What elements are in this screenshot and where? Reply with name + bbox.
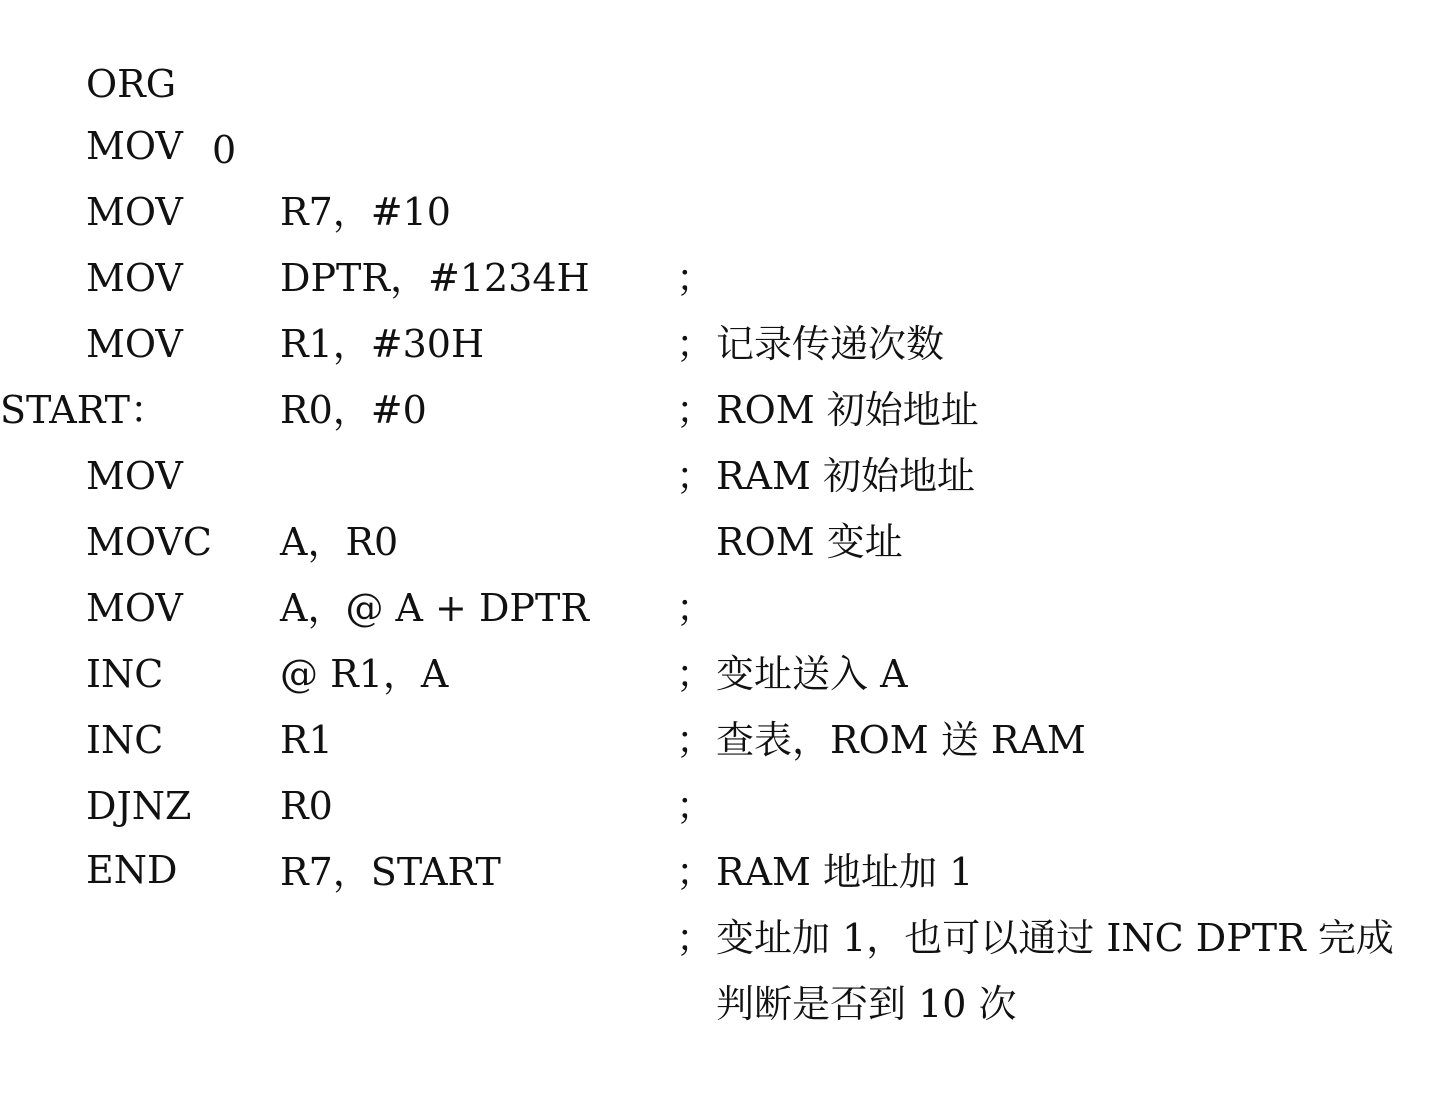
code-comment: 变址加 1，也可以通过 INC DPTR 完成 xyxy=(716,916,1394,960)
directive-mnemonic: ORG xyxy=(86,62,177,106)
instruction-operands: R7，#10 xyxy=(280,190,451,234)
comment-delimiter: ； xyxy=(676,322,715,366)
comment-delimiter: ； xyxy=(676,718,715,762)
instruction-mnemonic: MOV xyxy=(86,124,183,168)
code-comment: RAM 地址加 1 xyxy=(716,850,974,894)
instruction-mnemonic: MOV xyxy=(86,322,183,366)
instruction-operands: A，@ A + DPTR xyxy=(280,586,589,630)
comment-delimiter: ； xyxy=(676,586,715,630)
instruction-mnemonic: MOV xyxy=(86,190,183,234)
directive-operand: 0 xyxy=(212,128,237,172)
comment-delimiter: ； xyxy=(676,388,715,432)
comment-delimiter: ； xyxy=(676,454,715,498)
instruction-mnemonic: MOVC xyxy=(86,520,212,564)
code-comment: 查表，ROM 送 RAM xyxy=(716,718,1086,762)
instruction-operands: R1，#30H xyxy=(280,322,485,366)
code-comment: 判断是否到 10 次 xyxy=(716,982,1017,1026)
comment-delimiter: ； xyxy=(676,916,715,960)
instruction-operands: R1 xyxy=(280,718,333,762)
comment-delimiter: ； xyxy=(676,652,715,696)
comment-delimiter: ； xyxy=(676,256,715,300)
instruction-operands: R7，START xyxy=(280,850,501,894)
instruction-mnemonic: INC xyxy=(86,718,164,762)
directive-mnemonic: END xyxy=(86,848,178,892)
instruction-mnemonic: MOV xyxy=(86,256,183,300)
instruction-mnemonic: INC xyxy=(86,652,164,696)
code-label: START： xyxy=(0,388,169,432)
instruction-operands: R0，#0 xyxy=(280,388,427,432)
instruction-operands: @ R1，A xyxy=(280,652,449,696)
comment-delimiter: ； xyxy=(676,784,715,828)
instruction-operands: A，R0 xyxy=(280,520,399,564)
code-comment: 变址送入 A xyxy=(716,652,908,696)
comment-delimiter: ； xyxy=(676,850,715,894)
code-comment: 记录传递次数 xyxy=(716,322,945,366)
code-comment: RAM 初始地址 xyxy=(716,454,976,498)
code-comment: ROM 初始地址 xyxy=(716,388,979,432)
code-comment: ROM 变址 xyxy=(716,520,903,564)
instruction-operands: DPTR，#1234H xyxy=(280,256,590,300)
instruction-mnemonic: DJNZ xyxy=(86,784,192,828)
instruction-operands: R0 xyxy=(280,784,333,828)
instruction-mnemonic: MOV xyxy=(86,586,183,630)
instruction-mnemonic: MOV xyxy=(86,454,183,498)
